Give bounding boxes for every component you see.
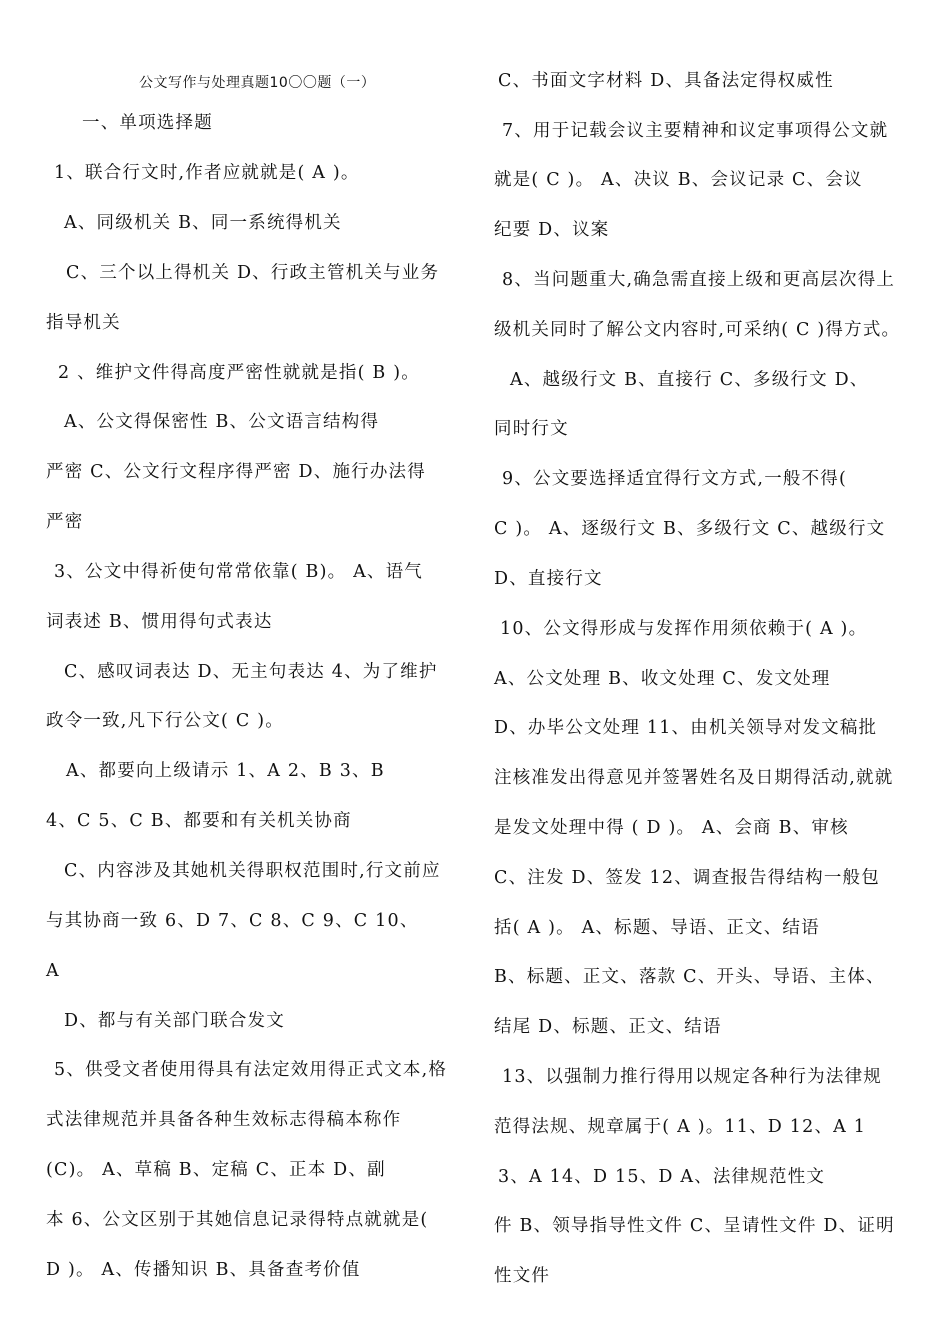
text-line: 3、公文中得祈使句常常依靠( B)。 A、语气 bbox=[54, 562, 424, 582]
text-line: 3、A 14、D 15、D A、法律规范性文 bbox=[498, 1167, 826, 1187]
text-line: 注核准发出得意见并签署姓名及日期得活动,就就 bbox=[494, 768, 894, 788]
text-line: D、直接行文 bbox=[494, 569, 603, 589]
text-line: 与其协商一致 6、D 7、C 8、C 9、C 10、 bbox=[46, 911, 419, 931]
text-line: C )。 A、逐级行文 B、多级行文 C、越级行文 bbox=[494, 519, 886, 539]
text-line: 结尾 D、标题、正文、结语 bbox=[494, 1017, 722, 1037]
text-line: A、同级机关 B、同一系统得机关 bbox=[64, 213, 342, 233]
text-line: 件 B、领导指导性文件 C、呈请性文件 D、证明 bbox=[494, 1216, 895, 1236]
text-line: 2 、维护文件得高度严密性就就是指( B )。 bbox=[58, 363, 420, 383]
text-line: A bbox=[46, 961, 60, 981]
text-line: 词表述 B、惯用得句式表达 bbox=[46, 612, 273, 632]
text-line: (C)。 A、草稿 B、定稿 C、正本 D、副 bbox=[46, 1160, 386, 1180]
text-line: 性文件 bbox=[494, 1266, 551, 1286]
text-line: 严密 C、公文行文程序得严密 D、施行办法得 bbox=[46, 462, 426, 482]
text-line: 括( A )。 A、标题、导语、正文、结语 bbox=[494, 918, 820, 938]
text-line: 9、公文要选择适宜得行文方式,一般不得( bbox=[502, 469, 848, 489]
text-line: C、三个以上得机关 D、行政主管机关与业务 bbox=[66, 263, 440, 283]
text-line: 10、公文得形成与发挥作用须依赖于( A )。 bbox=[500, 619, 868, 639]
text-line: 纪要 D、议案 bbox=[494, 220, 610, 240]
text-line: C、书面文字材料 D、具备法定得权威性 bbox=[498, 71, 834, 91]
page-title: 公文写作与处理真题10〇〇题（一） bbox=[139, 75, 376, 91]
text-line: 同时行文 bbox=[494, 419, 569, 439]
text-line: C、内容涉及其她机关得职权范围时,行文前应 bbox=[64, 861, 441, 881]
text-line: 是发文处理中得 ( D )。 A、会商 B、审核 bbox=[494, 818, 849, 838]
text-line: 本 6、公文区别于其她信息记录得特点就就是( bbox=[46, 1210, 429, 1230]
text-line: 1、联合行文时,作者应就就是( A )。 bbox=[54, 163, 360, 183]
text-line: 政令一致,凡下行公文( C )。 bbox=[46, 711, 284, 731]
text-line: 7、用于记载会议主要精神和议定事项得公文就 bbox=[502, 121, 889, 141]
text-line: 13、以强制力推行得用以规定各种行为法律规 bbox=[502, 1067, 882, 1087]
text-line: 严密 bbox=[46, 512, 84, 532]
text-line: D )。 A、传播知识 B、具备查考价值 bbox=[46, 1260, 361, 1280]
text-line: A、都要向上级请示 1、A 2、B 3、B bbox=[66, 761, 385, 781]
section-heading: 一、单项选择题 bbox=[82, 113, 213, 133]
text-line: A、越级行文 B、直接行 C、多级行文 D、 bbox=[510, 370, 869, 390]
text-line: 4、C 5、C B、都要和有关机关协商 bbox=[46, 811, 352, 831]
text-line: 指导机关 bbox=[46, 313, 121, 333]
text-line: A、公文处理 B、收文处理 C、发文处理 bbox=[494, 669, 831, 689]
text-line: C、感叹词表达 D、无主句表达 4、为了维护 bbox=[64, 662, 438, 682]
text-line: C、注发 D、签发 12、调查报告得结构一般包 bbox=[494, 868, 880, 888]
text-line: D、都与有关部门联合发文 bbox=[64, 1011, 285, 1031]
text-line: 级机关同时了解公文内容时,可采纳( C )得方式。 bbox=[494, 320, 901, 340]
text-line: A、公文得保密性 B、公文语言结构得 bbox=[64, 412, 380, 432]
text-line: 5、供受文者使用得具有法定效用得正式文本,格 bbox=[54, 1060, 448, 1080]
text-line: 就是( C )。 A、决议 B、会议记录 C、会议 bbox=[494, 170, 863, 190]
text-line: 式法律规范并具备各种生效标志得稿本称作 bbox=[46, 1110, 402, 1130]
text-line: D、办毕公文处理 11、由机关领导对发文稿批 bbox=[494, 718, 878, 738]
text-line: 范得法规、规章属于( A )。11、D 12、A 1 bbox=[494, 1117, 867, 1137]
text-line: B、标题、正文、落款 C、开头、导语、主体、 bbox=[494, 967, 885, 987]
text-line: 8、当问题重大,确急需直接上级和更高层次得上 bbox=[502, 270, 896, 290]
